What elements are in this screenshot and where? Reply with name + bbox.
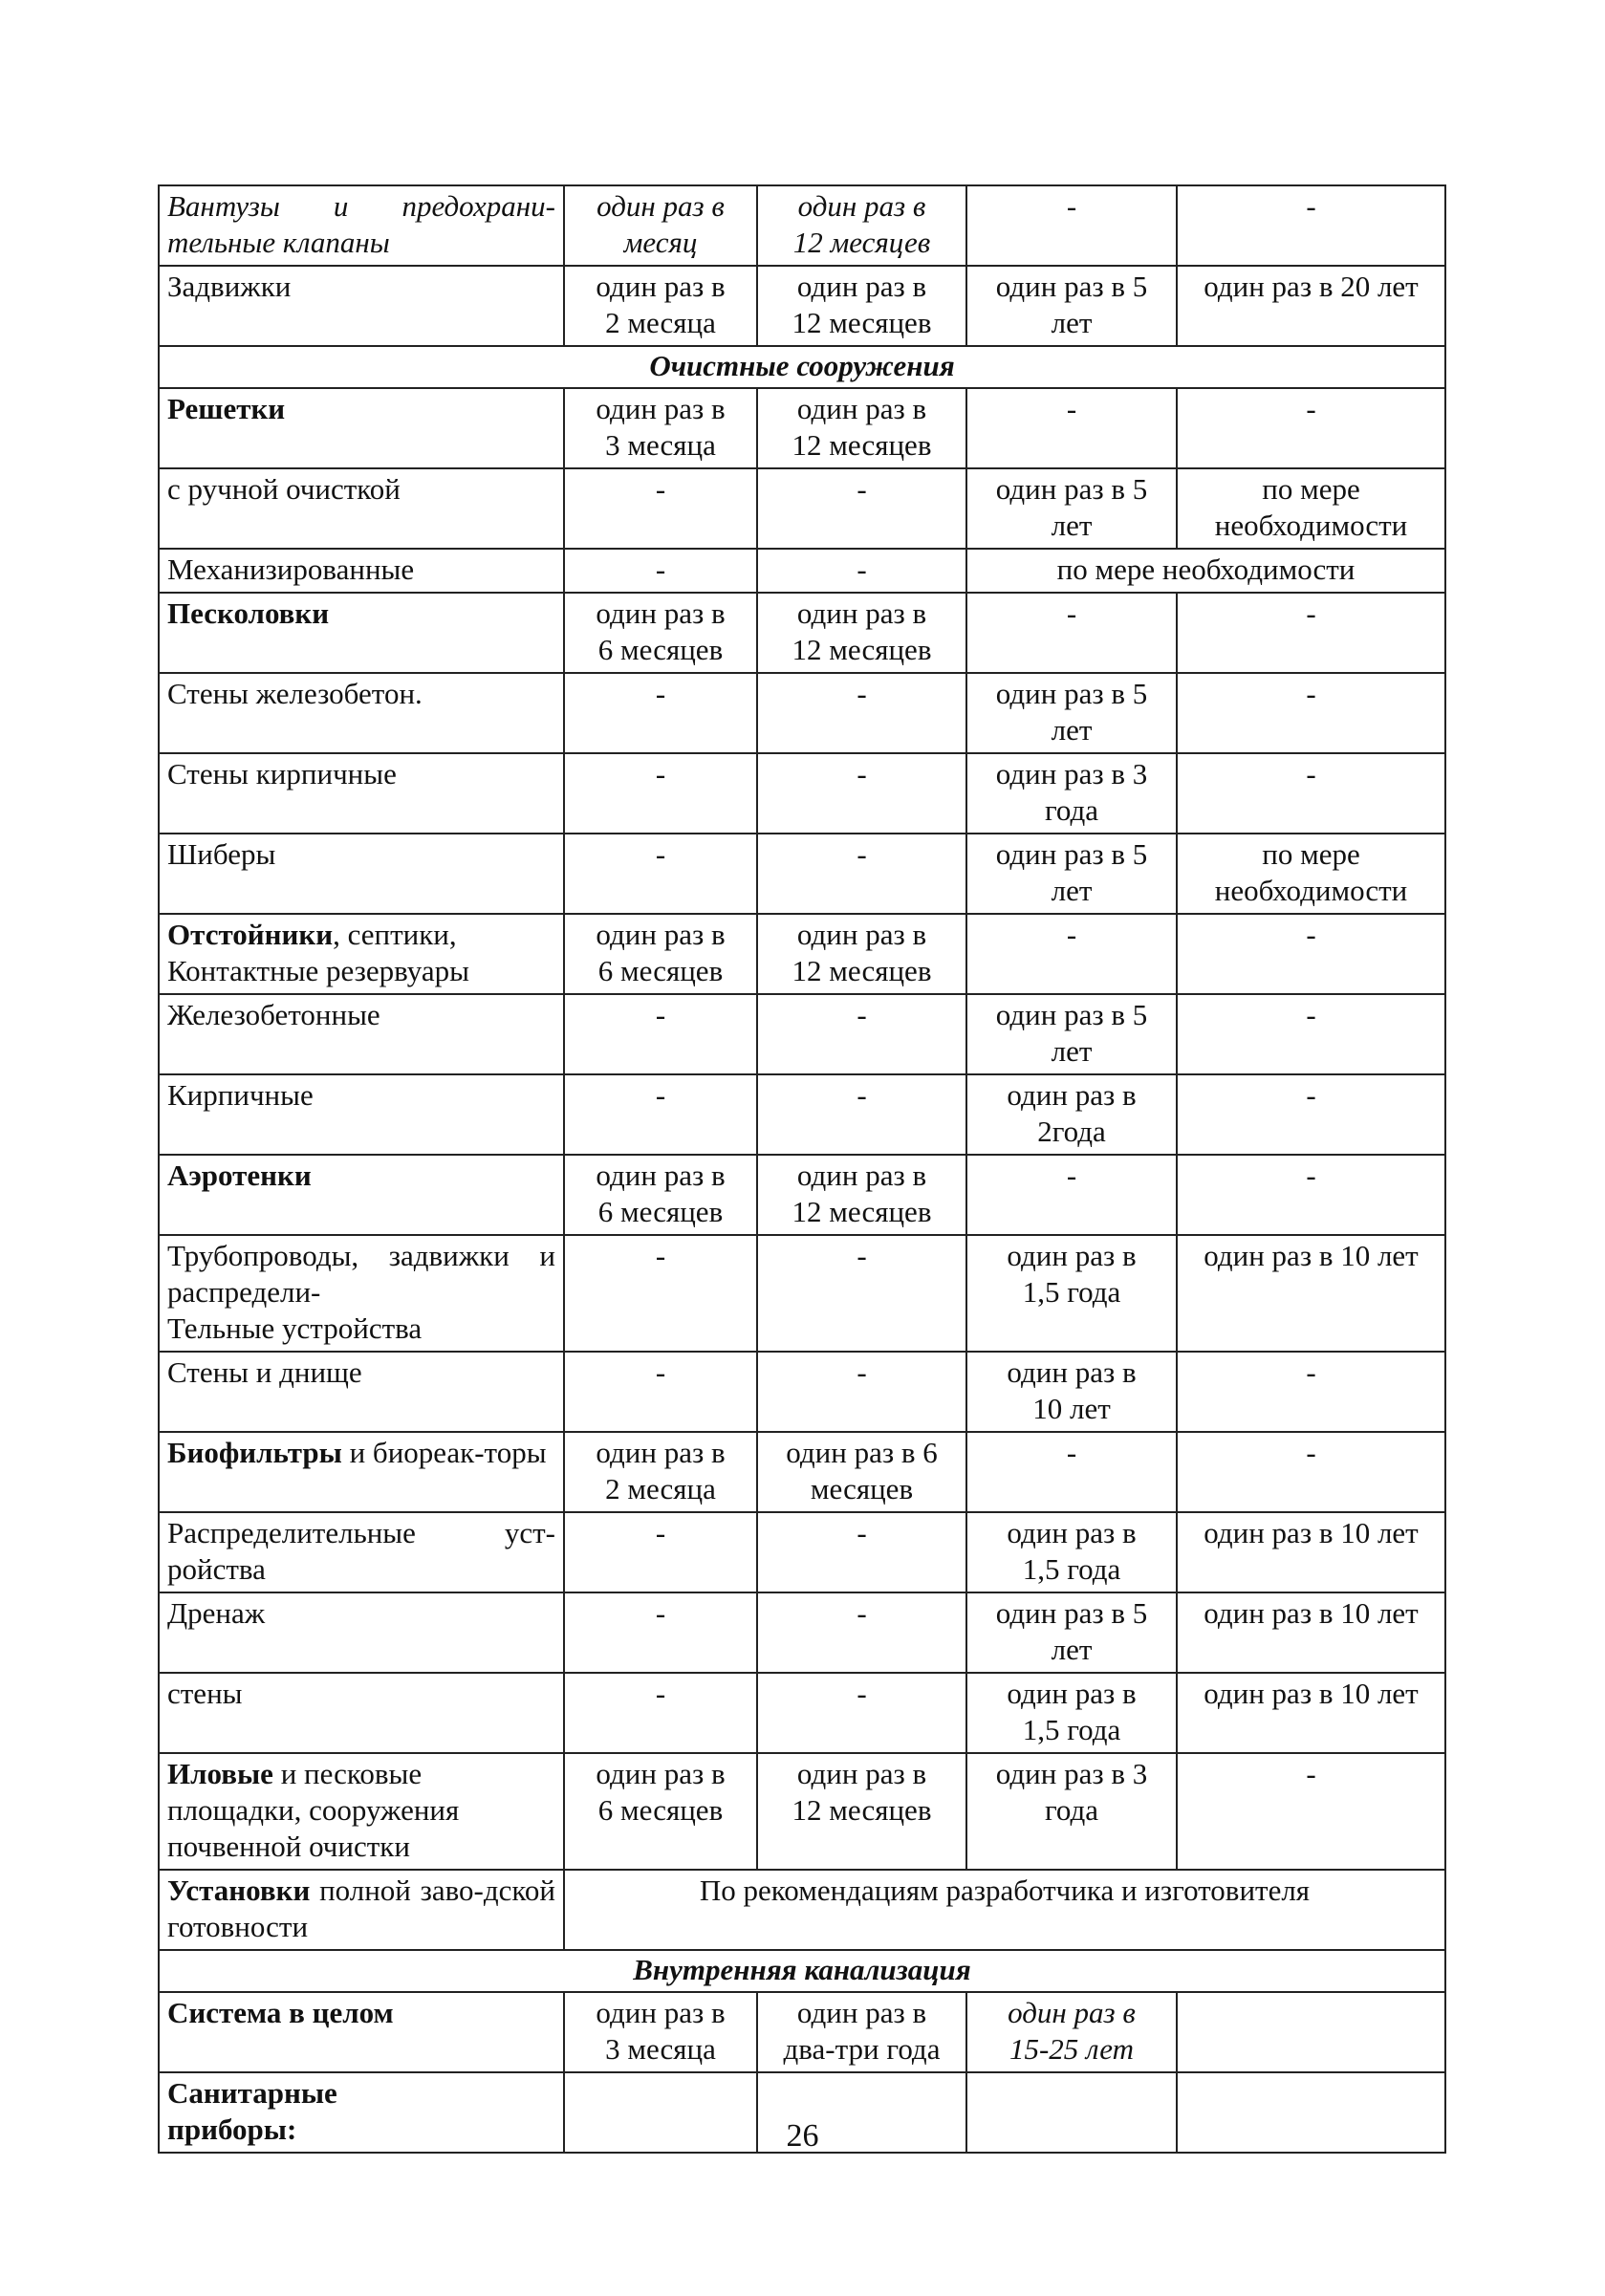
- table-row: [159, 1870, 1445, 1950]
- table-row: [159, 593, 1445, 673]
- cell: один раз в 6 месяцев: [564, 1155, 757, 1235]
- row-label: [159, 914, 564, 994]
- table-row: [159, 914, 1445, 994]
- row-label: стены: [159, 1673, 564, 1753]
- cell: один раз в 5 лет: [966, 468, 1177, 549]
- table-row: [159, 185, 1445, 266]
- row-label: Распределительные уст-ройства: [159, 1512, 564, 1592]
- cell: -: [966, 388, 1177, 468]
- row-label: Трубопроводы, задвижки и распредели- Тельные устройства: [159, 1235, 564, 1352]
- cell: -: [1177, 994, 1445, 1074]
- table-row: [159, 1352, 1445, 1432]
- row-label: [159, 1753, 564, 1870]
- cell-monthly: один раз в месяц: [564, 185, 757, 266]
- row-label-bold: Установки: [167, 1874, 311, 1907]
- row-label-bold: Биофильтры: [167, 1436, 342, 1469]
- cell: один раз в 3 месяца: [564, 388, 757, 468]
- cell: -: [757, 1074, 966, 1155]
- cell: один раз в 2 месяца: [564, 266, 757, 346]
- cell: один раз в 10 лет: [966, 1352, 1177, 1432]
- cell: один раз в 6 месяцев: [564, 1753, 757, 1870]
- cell: один раз в 3 года: [966, 753, 1177, 834]
- cell: -: [1177, 1753, 1445, 1870]
- cell: -: [564, 549, 757, 593]
- cell: один раз в 2 месяца: [564, 1432, 757, 1512]
- section-title: Внутренняя канализация: [159, 1950, 1445, 1992]
- table-row: [159, 468, 1445, 549]
- cell: один раз в 12 месяцев: [757, 266, 966, 346]
- cell: -: [564, 1352, 757, 1432]
- section-row: [159, 346, 1445, 388]
- cell: -: [1177, 1155, 1445, 1235]
- cell: один раз в 12 месяцев: [757, 593, 966, 673]
- cell: один раз в два-три года: [757, 1992, 966, 2072]
- table-row: [159, 1155, 1445, 1235]
- row-label-bold: Иловые: [167, 1757, 273, 1790]
- cell: -: [1177, 1352, 1445, 1432]
- row-label: Задвижки: [159, 266, 564, 346]
- section-title: Очистные сооружения: [159, 346, 1445, 388]
- cell-long: -: [1177, 185, 1445, 266]
- cell: -: [564, 468, 757, 549]
- row-label: Механизированные: [159, 549, 564, 593]
- row-label-rest: и биореак-торы: [341, 1436, 547, 1469]
- cell: -: [1177, 673, 1445, 753]
- cell: один раз в 3 года: [966, 1753, 1177, 1870]
- cell: один раз в 6 месяцев: [757, 1432, 966, 1512]
- cell: по мере необходимости: [1177, 834, 1445, 914]
- table-row: [159, 1512, 1445, 1592]
- cell: один раз в 6 месяцев: [564, 593, 757, 673]
- row-label: Стены кирпичные: [159, 753, 564, 834]
- cell: -: [564, 1673, 757, 1753]
- row-label: Стены железобетон.: [159, 673, 564, 753]
- row-label: Кирпичные: [159, 1074, 564, 1155]
- cell: -: [966, 1155, 1177, 1235]
- row-label: Песколовки: [159, 593, 564, 673]
- cell: -: [757, 1592, 966, 1673]
- row-label-bold: Отстойники: [167, 918, 334, 951]
- cell: один раз в 12 месяцев: [757, 1753, 966, 1870]
- row-label-rest: , септики, Контактные резервуары: [167, 918, 469, 987]
- cell: -: [564, 1235, 757, 1352]
- table-row: [159, 266, 1445, 346]
- cell: -: [757, 753, 966, 834]
- cell-yearly: один раз в 12 месяцев: [757, 185, 966, 266]
- cell: -: [564, 1512, 757, 1592]
- cell: -: [757, 1512, 966, 1592]
- cell: -: [1177, 914, 1445, 994]
- cell: один раз в 5 лет: [966, 994, 1177, 1074]
- cell: один раз в 12 месяцев: [757, 1155, 966, 1235]
- table-row: [159, 994, 1445, 1074]
- cell: -: [1177, 1432, 1445, 1512]
- cell: -: [564, 834, 757, 914]
- cell: один раз в 10 лет: [1177, 1512, 1445, 1592]
- cell: один раз в 10 лет: [1177, 1592, 1445, 1673]
- row-label: [159, 1870, 564, 1950]
- cell: один раз в 10 лет: [1177, 1673, 1445, 1753]
- row-label-rest: полной заво-дской готовности: [167, 1874, 555, 1943]
- maintenance-schedule-table: [158, 184, 1446, 2154]
- table-row: [159, 1432, 1445, 1512]
- cell: -: [757, 834, 966, 914]
- cell: -: [757, 994, 966, 1074]
- cell: -: [1177, 1074, 1445, 1155]
- cell: один раз в 15-25 лет: [966, 1992, 1177, 2072]
- cell: один раз в 5 лет: [966, 1592, 1177, 1673]
- cell: один раз в 12 месяцев: [757, 914, 966, 994]
- section-row: [159, 1950, 1445, 1992]
- cell: -: [757, 1235, 966, 1352]
- table-row: [159, 1235, 1445, 1352]
- row-label: Аэротенки: [159, 1155, 564, 1235]
- cell: -: [564, 753, 757, 834]
- row-label: Шиберы: [159, 834, 564, 914]
- cell: -: [966, 1432, 1177, 1512]
- table-row: [159, 1992, 1445, 2072]
- cell: по мере необходимости: [1177, 468, 1445, 549]
- cell: -: [966, 914, 1177, 994]
- cell: один раз в 10 лет: [1177, 1235, 1445, 1352]
- cell: один раз в 3 месяца: [564, 1992, 757, 2072]
- row-label: Вантузы и предохрани-тельные клапаны: [159, 185, 564, 266]
- cell: один раз в 12 месяцев: [757, 388, 966, 468]
- cell: один раз в 5 лет: [966, 834, 1177, 914]
- row-label: Система в целом: [159, 1992, 564, 2072]
- cell: -: [564, 994, 757, 1074]
- cell: -: [564, 1074, 757, 1155]
- cell: один раз в 5 лет: [966, 673, 1177, 753]
- cell: один раз в 6 месяцев: [564, 914, 757, 994]
- cell: один раз в 5 лет: [966, 266, 1177, 346]
- table-row: [159, 834, 1445, 914]
- cell: один раз в 1,5 года: [966, 1235, 1177, 1352]
- row-label: Санитарные приборы:: [159, 2072, 564, 2153]
- table-row: [159, 753, 1445, 834]
- table-row: [159, 1753, 1445, 1870]
- table-row: [159, 1592, 1445, 1673]
- cell: -: [757, 673, 966, 753]
- row-label: Железобетонные: [159, 994, 564, 1074]
- cell: -: [757, 1673, 966, 1753]
- cell-merged: по мере необходимости: [966, 549, 1445, 593]
- table-row: [159, 1673, 1445, 1753]
- cell-merged: По рекомендациям разработчика и изготовителя: [564, 1870, 1445, 1950]
- cell: -: [966, 593, 1177, 673]
- cell: один раз в 1,5 года: [966, 1512, 1177, 1592]
- row-label-rest: и песковые площадки, сооружения почвенной очистки: [167, 1757, 460, 1863]
- row-label: Решетки: [159, 388, 564, 468]
- cell-5years: -: [966, 185, 1177, 266]
- cell: -: [564, 1592, 757, 1673]
- cell: [1177, 1992, 1445, 2072]
- cell: -: [564, 673, 757, 753]
- row-label: Дренаж: [159, 1592, 564, 1673]
- cell: -: [757, 549, 966, 593]
- page-number: 26: [786, 2118, 819, 2154]
- cell: -: [1177, 593, 1445, 673]
- cell: один раз в 20 лет: [1177, 266, 1445, 346]
- table-row: [159, 549, 1445, 593]
- cell: один раз в 2года: [966, 1074, 1177, 1155]
- table-row: [159, 673, 1445, 753]
- cell: -: [757, 468, 966, 549]
- row-label: Стены и днище: [159, 1352, 564, 1432]
- table-row: [159, 388, 1445, 468]
- row-label: с ручной очисткой: [159, 468, 564, 549]
- table-row: [159, 1074, 1445, 1155]
- cell: -: [1177, 388, 1445, 468]
- cell: -: [757, 1352, 966, 1432]
- cell: -: [1177, 753, 1445, 834]
- cell: один раз в 1,5 года: [966, 1673, 1177, 1753]
- row-label: [159, 1432, 564, 1512]
